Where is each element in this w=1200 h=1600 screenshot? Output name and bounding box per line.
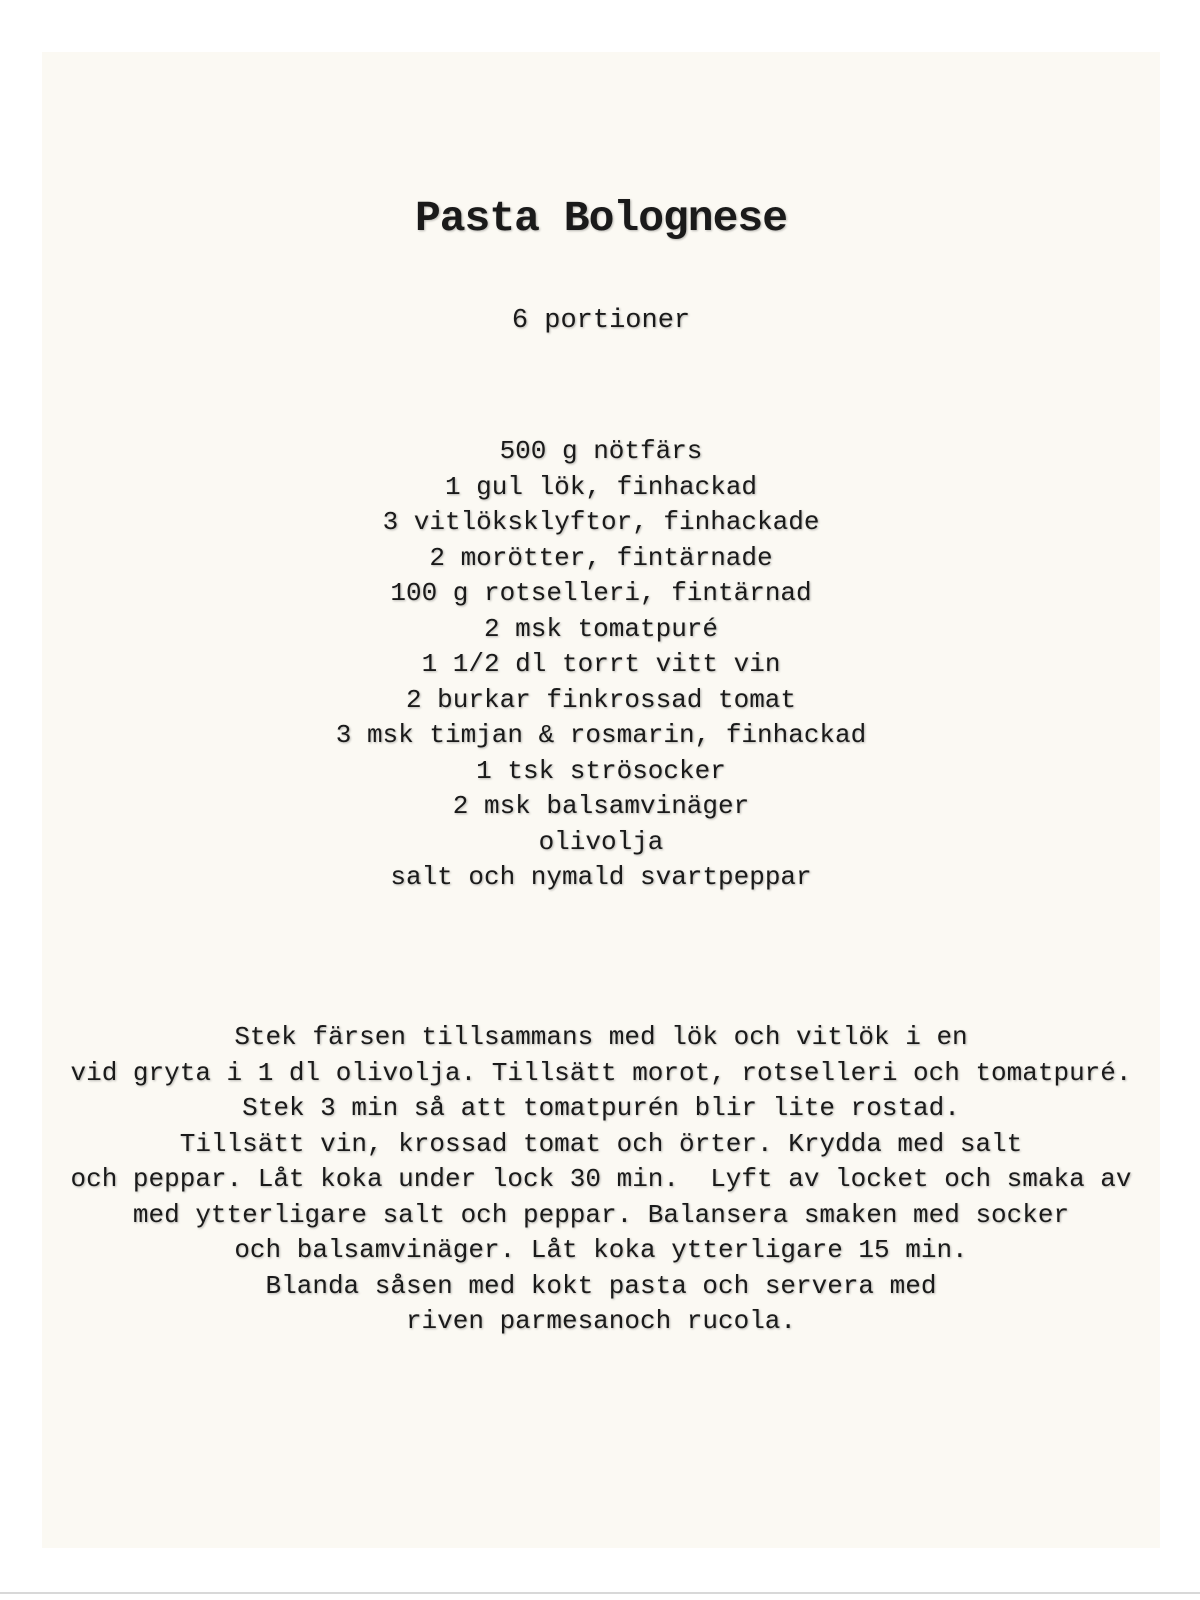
instruction-line: med ytterligare salt och peppar. Balansera smaken med socker [132,1199,1070,1230]
instruction-line: Blanda såsen med kokt pasta och servera med [265,1270,937,1301]
instruction-line: Stek 3 min så att tomatpurén blir lite rostad. [242,1093,960,1123]
ingredient-item: 2 msk balsamvinäger [452,791,750,821]
page-edge-line [0,1592,1200,1594]
instructions-text [42,1020,1160,1340]
servings-text: 6 portioner [511,306,691,336]
instruction-line: och balsamvinäger. Låt koka ytterligare 15 min. [234,1235,968,1265]
recipe-title: Pasta Bolognese [414,194,788,243]
ingredient-item: 2 burkar finkrossad tomat [405,684,797,715]
ingredient-item: 1 gul lök, finhackad [444,471,758,502]
instruction-line: Stek färsen tillsammans med lök och vitlök i en [234,1022,968,1052]
ingredient-item: 1 tsk strösocker [476,755,726,786]
ingredient-item: 500 g nötfärs [499,436,703,466]
ingredient-item: 2 msk tomatpuré [483,613,719,644]
ingredient-item: olivolja [538,826,664,857]
ingredient-item: 3 msk timjan & rosmarin, finhackad [335,720,867,750]
ingredient-item: 100 g rotselleri, fintärnad [390,578,812,608]
ingredient-item: 1 1/2 dl torrt vitt vin [421,649,781,679]
instruction-line: riven parmesanoch rucola. [405,1306,797,1336]
ingredient-item: 2 morötter, fintärnade [429,542,773,573]
ingredient-item: salt och nymald svartpeppar [390,862,812,892]
instruction-line: Tillsätt vin, krossad tomat och örter. Krydda med salt [179,1128,1023,1159]
instruction-line: vid gryta i 1 dl olivolja. Tillsätt morot, rotselleri och tomatpuré. [70,1057,1132,1088]
recipe-card [42,52,1160,1548]
ingredient-item: 3 vitlöksklyftor, finhackade [382,507,820,537]
instruction-line: och peppar. Låt koka under lock 30 min. Lyft av locket och smaka av [70,1164,1132,1194]
ingredient-list [42,434,1160,896]
